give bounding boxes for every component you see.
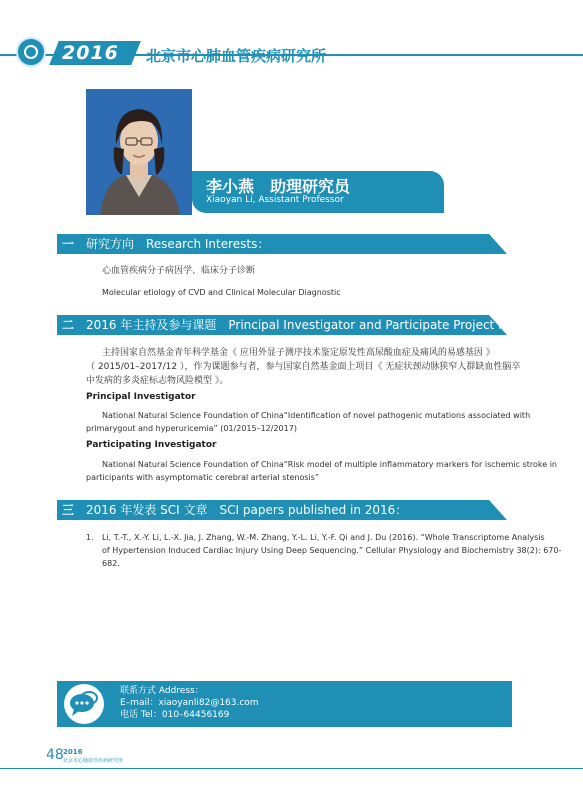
participating-line-1: National Natural Science Foundation of China“Risk model of multiple inflammatory markers for ischemic stroke in bbox=[102, 460, 558, 469]
participating-line-2: participants with asymptomatic cerebral arterial stenosis” bbox=[86, 473, 320, 482]
pi-line-1: National Natural Science Foundation of China“Identification of novel pathogenic mutations associated with bbox=[102, 411, 531, 420]
footer-rule bbox=[0, 768, 583, 769]
reference-number: 1. bbox=[86, 533, 94, 542]
contact-tel: 电话 Tel：010–64456169 bbox=[120, 710, 230, 720]
footer-institute: 北京市心肺血管疾病研究所 bbox=[63, 758, 124, 764]
footer-year: 2016 bbox=[63, 748, 83, 756]
portrait-photo bbox=[86, 89, 192, 215]
contact-label: 联系方式 Address： bbox=[120, 686, 204, 696]
header-institute: 北京市心肺血管疾病研究所 bbox=[146, 47, 327, 65]
institute-logo-icon bbox=[16, 37, 46, 67]
pi-heading: Principal Investigator bbox=[86, 392, 196, 402]
project-para-line-1: 主持国家自然基金青年科学基金《 应用外显子测序技术鉴定原发性高尿酸血症及痛风的易感基因 》 bbox=[102, 348, 495, 358]
project-para-line-3: 中发病的多炎症标志物风险模型 》。 bbox=[86, 376, 229, 386]
section-3-title: 2016 年发表 SCI 文章 SCI papers published in 2016： bbox=[86, 503, 408, 517]
section-1-title: 研究方向 Research Interests： bbox=[86, 237, 270, 251]
research-interest-cn: 心血管疾病分子病因学、临床分子诊断 bbox=[102, 266, 256, 276]
chat-bubbles-icon bbox=[64, 684, 104, 724]
reference-line-2: of Hypertension Induced Cardiac Injury Using Deep Sequencing.” Cellular Physiology and Biochemistry 38(2): 670- bbox=[102, 546, 562, 555]
section-3-number: 三 bbox=[62, 503, 75, 517]
project-para-line-2: （ 2015/01–2017/12 ），作为课题参与者，参与国家自然基金面上项目《 无症状颈动脉狭窄人群缺血性脑卒 bbox=[86, 362, 521, 372]
header-year: 2016 bbox=[62, 42, 119, 64]
page-number: 48 bbox=[46, 747, 64, 763]
reference-line-1: Li, T.-T., X.-Y. Li, L.-X. Jia, J. Zhang, W.-M. Zhang, Y.-L. Li, Y.-F. Qi and J. Du (2016). “Whole Transcriptome Analysis bbox=[102, 533, 545, 542]
name-english: Xiaoyan Li, Assistant Professor bbox=[206, 195, 344, 205]
section-2-number: 二 bbox=[62, 318, 75, 332]
contact-email[interactable]: E–mail：xiaoyanli82@163.com bbox=[120, 698, 259, 708]
section-2-title: 2016 年主持及参与课题 Principal Investigator and Participate Project in 2016： bbox=[86, 318, 556, 332]
pi-line-2: primarygout and hyperuricemia” (01/2015–12/2017) bbox=[86, 424, 297, 433]
research-interest-en: Molecular etiology of CVD and Clinical Molecular Diagnostic bbox=[102, 288, 341, 297]
participating-heading: Participating Investigator bbox=[86, 440, 217, 450]
reference-line-3: 682. bbox=[102, 559, 120, 568]
section-1-number: 一 bbox=[62, 237, 75, 251]
name-chinese: 李小燕 助理研究员 bbox=[206, 177, 351, 196]
